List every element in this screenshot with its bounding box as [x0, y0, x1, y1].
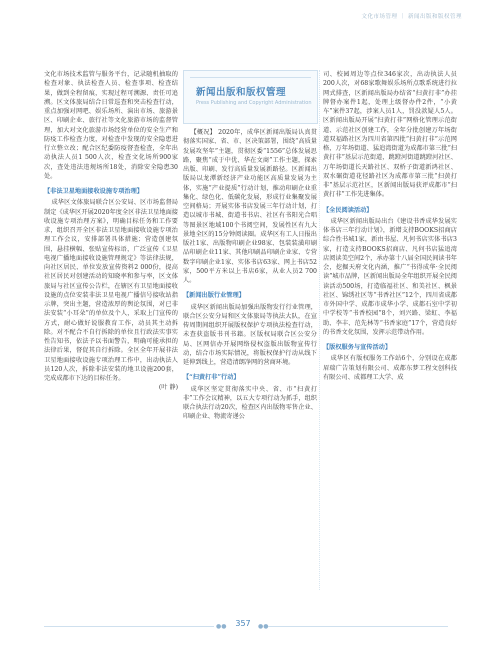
author-signature: (叶 静) [158, 384, 178, 392]
footer-rule-right [268, 626, 448, 627]
paragraph: 成华区有版权服务工作站6个，分别设在成都眉瑞广告策划有限公司、成都东梦工程文创科技有限公司、成都理工大学、成 [323, 355, 457, 381]
page-number: 357 [235, 619, 251, 628]
paragraph: 文化市场技术监管与服务平台，记录随机抽取的检查对象、执法检查人员、检查事项、检查结果，做到全程留痕，实现过程可溯源、责任可追溯。区文体旅局结合日常巡查和突击检查行动，重点加强对网吧、娱乐场所、演出市场、旅游景区、印刷企业、旅行社等文化旅游市场的监督管理，加大对文化旅游市场经营单位的安全生产和防疫工作检查力度，对检查中发现的安全隐患进行立整立改；配合区纪委防疫督查检查，全年出动执法人员1 500人次，检查文化场所900家次，查处违法违规场所18处，消除安全隐患30处。 [44, 71, 178, 180]
footer-rule-left [44, 626, 214, 627]
section-header-box [183, 70, 318, 124]
subheading: 【版权服务与宣传活动】 [323, 344, 392, 351]
paragraph: 成华区文体旅局联合区公安局、区市场监督局制定《成华区开展2020年度全区非法卫星地面接收设施专项治理方案》，明确目标任务和工作要求，组织召开全区非法卫星地面接收设施专项治理工作会议，安排部署具体措施；营造创建氛围，悬挂横幅、张贴宣传标语，广泛宣传《卫星电视广播地面接收设施管理规定》等法律法规，向社区居民、单位发放宣传资料2 000份，提高社区居民对创建活动的知晓率和参与率，区文体旅局与社区宣传公告栏，在辖区有卫星地面接收设施的点位安装非法卫星电视广播信号接收站指示牌，突出主题，营造浓厚的舆论氛围，对已非法安装“小耳朵”的单位及个人，采取上门宣传的方式，耐心做好说服教育工作，动员其主动拆除。对不配合不自行拆除的单位且行政法实事实性告知书，依法予以书面警告，明确可能承担的法律后果，督促其自行拆除。全区全年开展非法卫星地面接收设施专项治理工作中，出动执法人员120人次，拆除非法安装的地卫设施200套，完成成都市下达的目标任务。 [44, 199, 178, 382]
section-box-rule [190, 77, 311, 78]
subheading: 【“扫黄打非”行动】 [183, 374, 240, 382]
text-column-1 [44, 70, 178, 393]
text-column-3 [323, 70, 457, 382]
subheading: 【全民阅读活动】 [323, 206, 373, 214]
text-column-2 [183, 128, 317, 593]
paragraph: 【概况】 2020年，成华区新闻出版局认真贯彻落实国家、省、市、区决策部署，围绕“高质量发展攻坚年”主题，贯彻区委“1556”总体发展思路，聚焦“成于中优、华在文商”工作主题，探索出版、印刷、发行高质量发展新路径。区新闻出版局以龙潭新经济产业功能区高质量发展为主体，实施“产业提质”行动计划，推动印刷企业重集化、绿色化、低碳化发展，形成行业集聚发展空间格局；开展实体书店发展三年行动计划，打造以城市书城、街道书书店、社区有书阳光合唱等图景区地域100个书阅空间，发展性区有九大景地全区的15分钟阅读圈。成华区有工人日报出版社1家、出版物印刷企业98家、包装装潢印刷品印刷企业11家、其他印刷品印刷企业家、专营数字印刷企业1家、实体书店63家、网上书店52家，500平方米以上书店6家，从业人员2 700人。 [183, 129, 317, 284]
paragraph: 成华区新闻出版局出台《建设书香成华发展实体书店三年行动计划》，新增支持BOOKS招商店综合性书城1家，新由书屋、凡何书店实体书店3家，打造支持BOOKS招商店、凡何书店猛追湾店阅读美空间2个，承办第十八届全国民间读书年会，挖掘天府文化内涵，推广“书得成华·全民阅读”城市品牌，区新闻出版局全年组织开展全民阅读活动500场，打造临福社区、和美社区、枫景社区、锦绣社区等“书香社区”12个，四川省成都市外国中学、成都市成华小学、成都石室中学初中学校等“书香校园”8个，刘兴路、梁虹、李福助、李丰、范先林等“书香家庭”17个，营造良好的书香文化氛围，发挥示范带动作用。 [323, 217, 457, 336]
running-head: 文化市场管理 ｜ 新闻出版和版权管理 [361, 14, 462, 20]
footer-ornament-left: ●● [216, 623, 227, 630]
subheading: 【非法卫星地面接收设施专项治理】 [44, 188, 143, 195]
paragraph: 成华区新闻出版局加强出版物发行行业管理，联合区公安分局和区文体旅局等执法大队，在宣传周期间组织开展版权保护专项执法检查行动，未查获盗版书刊书籍。区版权局联合区公安分局、区网信办开展网络侵权盗版出版物宣传行动，结合市场实际情况，将版权保护行动从线下延伸到线上，营造清朗净网的营商环境。 [183, 303, 317, 366]
section-title-english: Press Publishing and Copyright Administration [196, 100, 312, 106]
paragraph: 司、校园周边等点位346家次，出动执法人员200人次，对68家歌舞娱乐场所点歌系统进行拉网式排查，区新闻出版局办结省“扫黄打非”办挂牌督办案件1起，处理上级督办件2件，“小黄车”案件37起，涉案人员1人，罚没款疑人5人。区新闻出版局开展“扫黄打非”网格化管理示范街道、示范社区创建工作，全年分批创建万年场街道双福路社区为四川省第四批“扫黄打非”示范网格，万年场街道、猛追湾街道为成都市第三批“扫黄打非”基层示范街道，跳蹬河街道跳蹬河社区、万年场街道长天路社区、双桥子街道新鸿社区、双水碾街道花径路社区为成都市第三批“扫黄打非”基层示范社区，区新闻出版局获评成都市“扫黄打非”工作先进集体。 [323, 71, 457, 199]
paragraph: 成华区坚定贯彻落实中央、省、市“扫黄打非”工作会议精神，以五大专项行动为抓手，组织联合执法行动20次，检查区内出版物零售企业、印刷企业、物流寄递公 [183, 385, 317, 421]
section-title: 新闻出版和版权管理 [196, 87, 287, 98]
subheading: 【新闻出版行业管理】 [183, 292, 245, 300]
footer-ornament-right: ●● [258, 623, 269, 630]
column-divider [319, 70, 320, 590]
